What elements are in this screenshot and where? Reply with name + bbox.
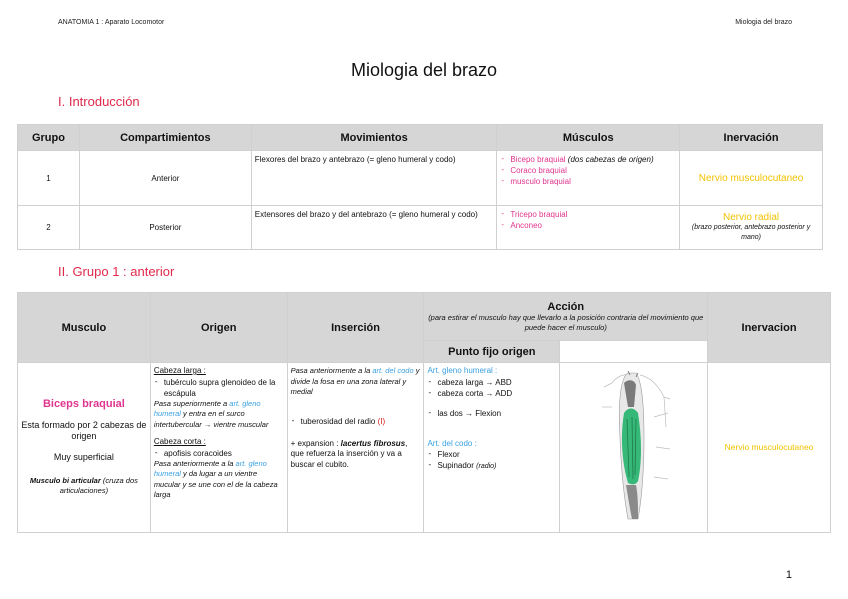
musculo-desc2: Muy superficial — [53, 451, 114, 462]
table-row — [18, 206, 823, 250]
musculo-bicepo: Bicepo braquial — [510, 155, 566, 164]
header-left: ANATOMIA 1 : Aparato Locomotor — [58, 19, 165, 26]
list-item: - musculo braquial — [500, 176, 676, 187]
origen-corta-p1: Pasa anteriormente a la — [153, 458, 236, 468]
intro-table-header-row — [18, 125, 823, 151]
table-row — [18, 363, 831, 533]
biceps-table — [17, 292, 831, 533]
biceps-table-header-row — [18, 293, 831, 341]
origen-larga-p1: Pasa superiormente a — [153, 398, 230, 408]
insercion-link: art. del codo — [372, 366, 414, 375]
col-accion — [424, 293, 708, 341]
list-item — [291, 416, 421, 427]
col-illustration-empty — [560, 341, 708, 363]
col-movimientos: Movimientos — [251, 125, 497, 151]
accion-codo-title: Art. del codo : — [427, 438, 477, 448]
page-number: 1 — [785, 569, 792, 581]
cell-inervacion: Nervio musculocutaneo — [708, 363, 831, 533]
cell-grupo: 1 — [18, 151, 80, 206]
insercion-item1: tuberosidad del radio — [300, 416, 376, 426]
cell-musculos — [497, 151, 680, 206]
origen-larga-link: art. gleno humeral — [153, 398, 261, 418]
insercion-p2-bold: lacertus fibrosus — [340, 438, 406, 448]
origen-corta-link: art. gleno humeral — [153, 458, 267, 478]
musculo-name: Biceps braquial — [42, 398, 125, 410]
cell-origen — [150, 363, 287, 533]
cell-inervacion — [680, 206, 823, 250]
list-item: - cabeza larga → ABD — [427, 377, 556, 388]
accion-supinador-note: (radio) — [476, 463, 497, 470]
list-item: - Tricepo braquial — [500, 209, 676, 220]
col-origen: Origen — [150, 293, 287, 363]
list-item: - Anconeo — [500, 220, 676, 231]
col-insercion: Inserción — [287, 293, 424, 363]
list-item: - cabeza corta → ADD — [427, 388, 556, 399]
cell-grupo: 2 — [18, 206, 80, 250]
inervacion-radial-note: (brazo posterior, antebrazo posterior y mano) — [691, 223, 811, 241]
cell-compartimiento: Posterior — [79, 206, 251, 250]
cell-accion — [424, 363, 560, 533]
col-musculos: Músculos — [497, 125, 680, 151]
accion-title: Acción — [547, 300, 585, 313]
list-item: - las dos → Flexion — [427, 408, 556, 419]
cell-movimientos: Extensores del brazo y del antebrazo (= gleno humeral y codo) — [251, 206, 497, 250]
page-title: Miologia del brazo — [350, 60, 498, 80]
section-heading-grupo1: II. Grupo 1 : anterior — [58, 264, 175, 279]
insercion-item1-mark: (I) — [377, 416, 386, 426]
table-row — [18, 151, 823, 206]
origen-larga-title: Cabeza larga : — [153, 366, 206, 375]
inervacion-radial: Nervio radial — [722, 211, 780, 223]
origen-corta-title: Cabeza corta : — [153, 437, 206, 446]
col-inervacion: Inervación — [680, 125, 823, 151]
list-item: - apofisis coracoides — [154, 448, 284, 459]
col-inervacion: Inervacion — [708, 293, 831, 363]
cell-inervacion: Nervio musculocutaneo — [680, 151, 823, 206]
musculo-desc3: Musculo bi articular — [29, 476, 101, 485]
accion-note: (para estirar el musculo hay que llevarlo a la posición contraria del movimiento que puede hacer el musculo) — [428, 312, 704, 332]
cell-musculo — [18, 363, 151, 533]
musculo-desc1: Esta formado por 2 cabezas de origen — [21, 419, 147, 441]
musculo-desc3-note: (cruza dos articulaciones) — [59, 476, 138, 495]
origen-corta-p1-end: y da lugar a un vientre mucular y se une con el de la cabeza larga — [153, 469, 278, 499]
list-item — [427, 460, 556, 472]
cell-insercion — [287, 363, 424, 533]
insercion-expansion — [291, 439, 421, 471]
cell-musculos — [497, 206, 680, 250]
cell-compartimiento: Anterior — [79, 151, 251, 206]
header-right: Miologia del brazo — [735, 19, 792, 26]
col-compartimientos: Compartimientos — [79, 125, 251, 151]
col-grupo: Grupo — [18, 125, 80, 151]
list-item: - tubérculo supra glenoideo de la escápula — [154, 377, 284, 399]
col-punto-fijo: Punto fijo origen — [424, 341, 560, 363]
list-item — [500, 154, 676, 165]
insercion-p1-end: y divide la fosa en una zona lateral y medial — [290, 366, 420, 396]
accion-supinador: Supinador — [437, 461, 474, 470]
origen-corta-paragraph — [154, 459, 284, 501]
insercion-p2-pre: + expansion : — [290, 438, 341, 448]
list-item: - Flexor — [427, 449, 556, 460]
insercion-p2-end: , que refuerza la inserción y va a buscar el cubito. — [290, 438, 408, 469]
insercion-paragraph — [291, 366, 421, 398]
cell-movimientos: Flexores del brazo y antebrazo (= gleno humeral y codo) — [251, 151, 497, 206]
list-item: - Coraco braquial — [500, 165, 676, 176]
musculo-bicepo-note: (dos cabezas de origen) — [567, 155, 654, 164]
accion-gleno-title: Art. gleno humeral : — [427, 366, 498, 375]
intro-table — [17, 124, 823, 250]
section-heading-introduccion: I. Introducción — [58, 94, 140, 109]
origen-larga-p1-end: y entra en el surco intertubercular → vientre muscular — [153, 409, 269, 429]
col-musculo: Musculo — [18, 293, 151, 363]
biceps-arm-illustration — [594, 367, 674, 527]
cell-illustration — [560, 363, 708, 533]
insercion-p1: Pasa anteriormente a la — [290, 366, 373, 375]
origen-larga-paragraph — [154, 399, 284, 431]
